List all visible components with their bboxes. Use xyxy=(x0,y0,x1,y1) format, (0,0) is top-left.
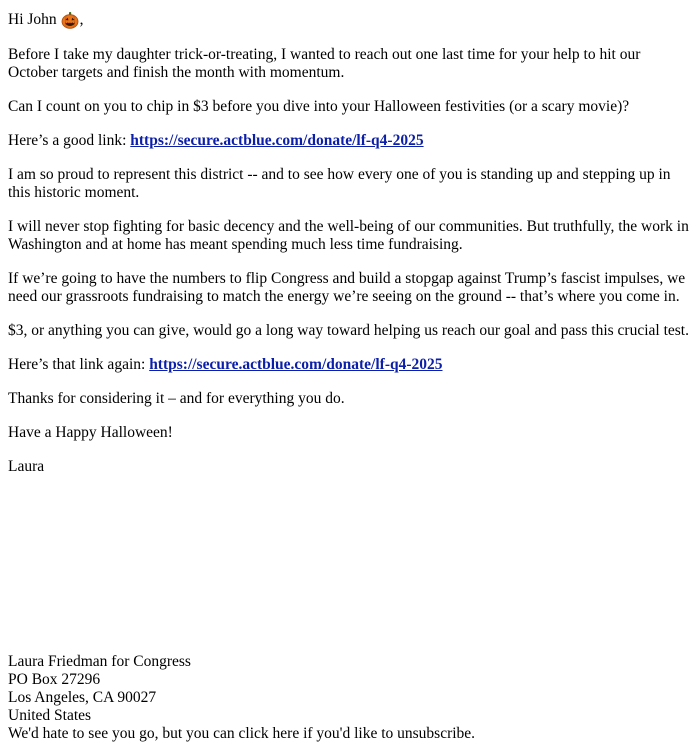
paragraph-halloween: Have a Happy Halloween! xyxy=(8,424,173,441)
signature: Laura xyxy=(8,458,45,475)
unsubscribe-link[interactable]: We'd hate to see you go, but you can click here if you'd like to unsubscribe. xyxy=(8,725,476,742)
link-again-intro-text: Here’s that link again: xyxy=(8,356,150,373)
footer xyxy=(8,653,475,743)
paragraph-link xyxy=(8,132,692,150)
donate-link-again[interactable]: https://secure.actblue.com/donate/lf-q4-2025 xyxy=(149,356,443,373)
jack-o-lantern-icon xyxy=(61,11,79,29)
greeting-comma: , xyxy=(79,11,84,28)
footer-po-box: PO Box 27296 xyxy=(8,671,101,688)
paragraph-congress: If we’re going to have the numbers to flip Congress and build a stopgap against Trump’s fascist impulses, we need our grassroots fundraising to match the energy we’re seeing on the ground -- that’s where you come in. xyxy=(8,270,686,305)
paragraph-decency: I will never stop fighting for basic decency and the well-being of our communities. But truthfully, the work in Washington and at home has meant spending much less time fundraising. xyxy=(8,218,689,253)
paragraph-thanks: Thanks for considering it – and for everything you do. xyxy=(8,390,345,407)
greeting xyxy=(8,10,692,30)
paragraph-intro: Before I take my daughter trick-or-treating, I wanted to reach out one last time for your help to hit our October targets and finish the month with momentum. xyxy=(8,46,641,81)
paragraph-link-again xyxy=(8,356,692,374)
footer-country: United States xyxy=(8,707,92,724)
link-intro-text: Here’s a good link: xyxy=(8,132,131,149)
paragraph-goal: $3, or anything you can give, would go a long way toward helping us reach our goal and pass this crucial test. xyxy=(8,322,689,339)
greeting-text: Hi John xyxy=(8,11,57,28)
paragraph-proud: I am so proud to represent this district -- and to see how every one of you is standing up and stepping up in this historic moment. xyxy=(8,166,671,201)
footer-org: Laura Friedman for Congress xyxy=(8,653,191,670)
paragraph-ask: Can I count on you to chip in $3 before you dive into your Halloween festivities (or a scary movie)? xyxy=(8,98,630,115)
footer-city: Los Angeles, CA 90027 xyxy=(8,689,157,706)
donate-link[interactable]: https://secure.actblue.com/donate/lf-q4-2025 xyxy=(130,132,424,149)
